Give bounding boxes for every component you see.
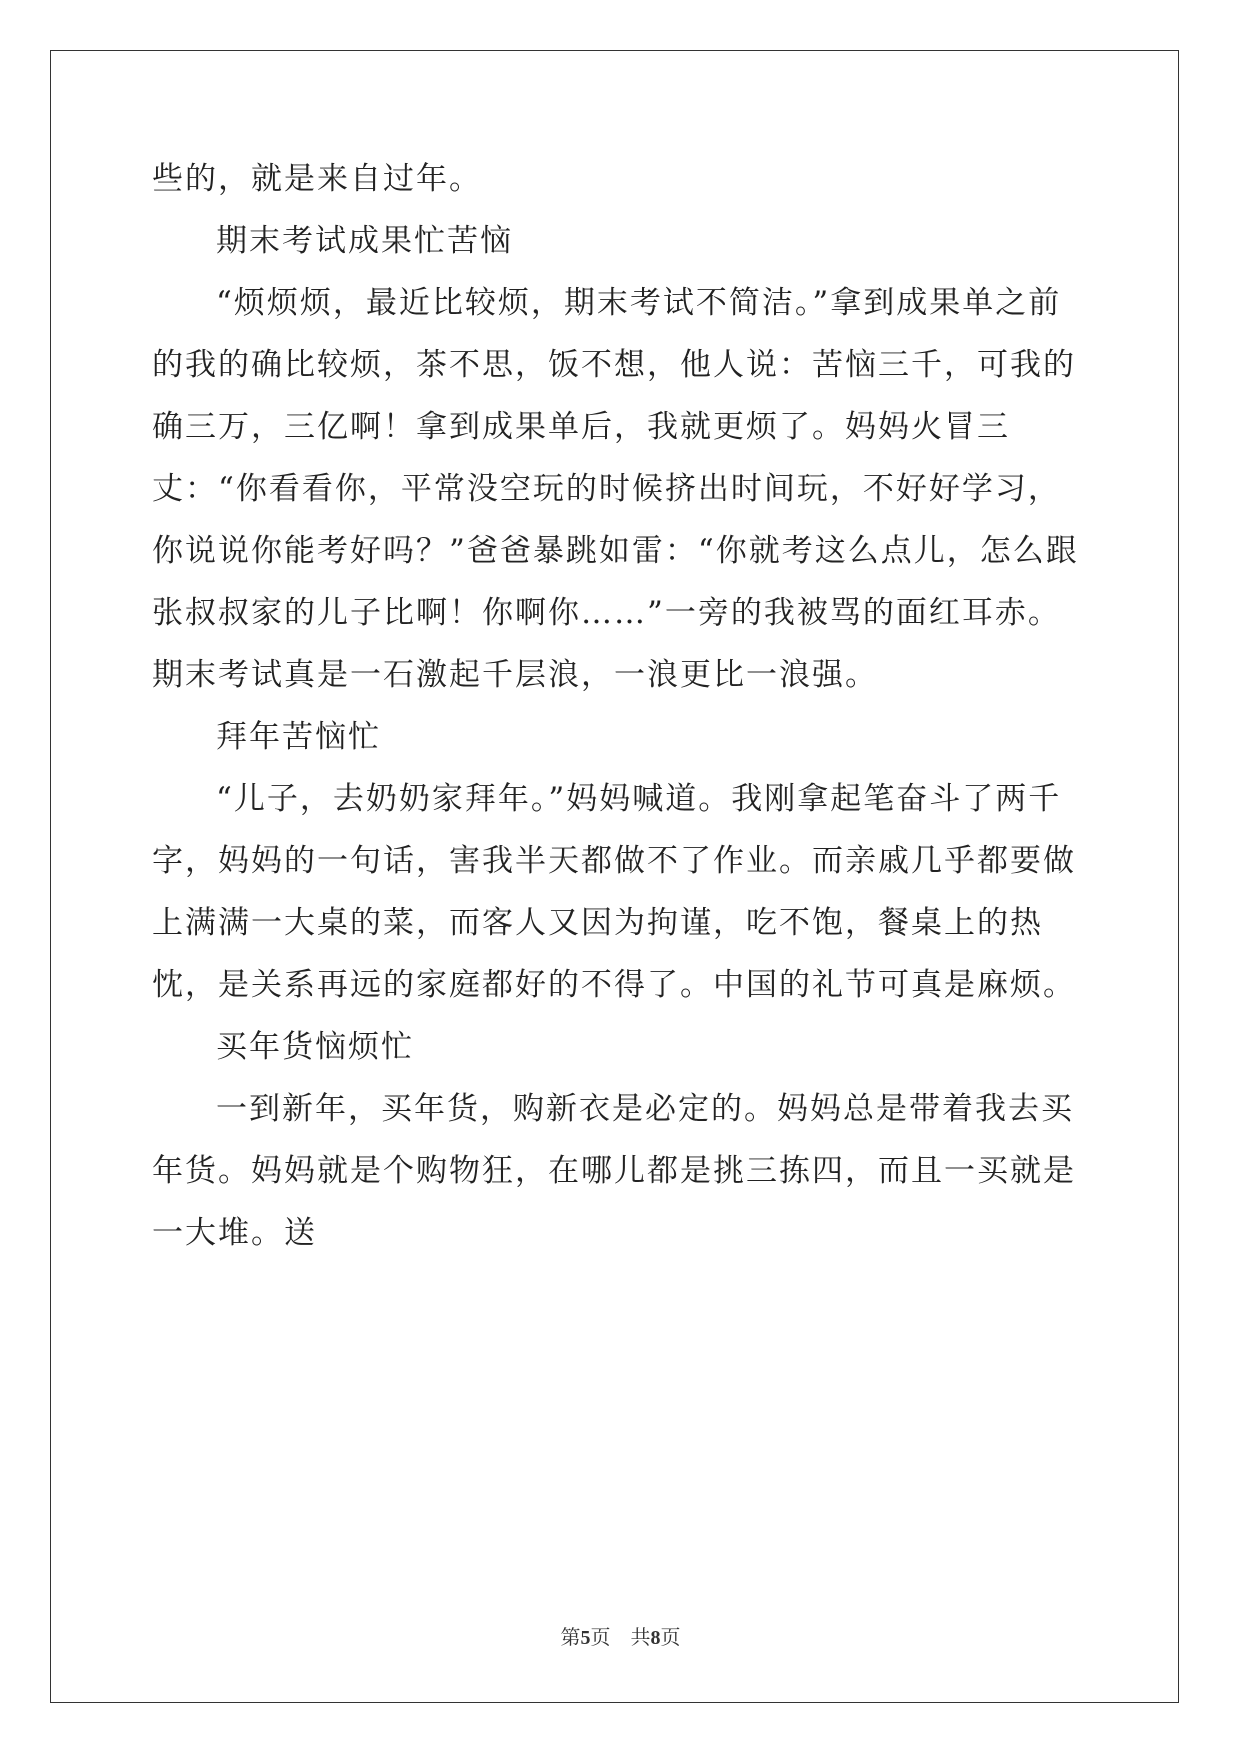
page-label-prefix: 第 (560, 1627, 581, 1649)
paragraph-shopping: 一到新年，买年货，购新衣是必定的。妈妈总是带着我去买年货。妈妈就是个购物狂，在哪儿都是挑三拣四，而且一买就是一大堆。送 (152, 1091, 1076, 1251)
paragraph-exam: “烦烦烦，最近比较烦，期末考试不简洁。”拿到成果单之前的我的确比较烦，茶不思，饭不想，他人说：苦恼三千，可我的确三万，三亿啊！拿到成果单后，我就更烦了。妈妈火冒三丈：“你看看你，平常没空玩的时候挤出时间玩，不好好学习，你说说你能考好吗？”爸爸暴跳如雷：“你就考这么点儿，怎么跟张叔叔家的儿子比啊！你啊你……”一旁的我被骂的面红耳赤。期末考试真是一石激起千层浪，一浪更比一浪强。 (152, 285, 1079, 693)
page-footer (0, 1621, 1241, 1650)
total-label-suffix: 页 (660, 1627, 681, 1649)
section-heading-new-year-visit: 拜年苦恼忙 (216, 719, 381, 755)
document-body (152, 148, 1092, 1264)
section-heading-exam: 期末考试成果忙苦恼 (216, 223, 513, 259)
paragraph-new-year-visit: “儿子，去奶奶家拜年。”妈妈喊道。我刚拿起笔奋斗了两千字，妈妈的一句话，害我半天都做不了作业。而亲戚几乎都要做上满满一大桌的菜，而客人又因为拘谨，吃不饱，餐桌上的热忱，是关系再远的家庭都好的不得了。中国的礼节可真是麻烦。 (152, 781, 1076, 1003)
total-label-prefix: 共 (630, 1627, 651, 1649)
paragraph-1: 些的，就是来自过年。 (152, 161, 482, 197)
section-heading-shopping: 买年货恼烦忙 (216, 1029, 414, 1065)
page-label-suffix: 页 (590, 1627, 611, 1649)
total-pages: 8 (650, 1627, 661, 1649)
page-number: 5 (580, 1627, 591, 1649)
